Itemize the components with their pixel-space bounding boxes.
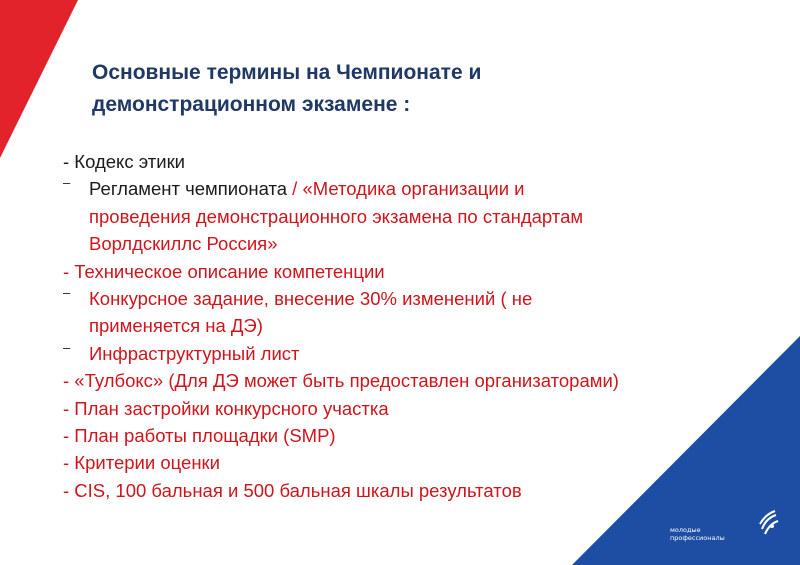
list-item-regulations [63, 175, 763, 257]
list-item-text: - Критерии оценки [63, 452, 220, 474]
list-line: Конкурсное задание, внесение 30% изменений ( не [89, 288, 533, 310]
terms-list [63, 148, 763, 504]
list-item-toolbox [63, 367, 763, 394]
list-item-competition-task [63, 285, 763, 340]
logo-text [670, 526, 760, 542]
list-line: Ворлдскиллс Россия» [89, 233, 278, 255]
list-item-code-of-ethics [63, 148, 763, 175]
list-item-infrastructure-list [63, 340, 763, 367]
list-item-text: - План застройки конкурсного участка [63, 397, 389, 419]
logo-line-2: профессионалы [670, 534, 725, 542]
slide-title-line-1: Основные термины на Чемпионате и [92, 61, 482, 84]
list-item-criteria [63, 449, 763, 476]
list-item-text: - Техническое описание компетенции [63, 260, 385, 282]
worldskills-logo [670, 505, 782, 545]
list-line: проведения демонстрационного экзамена по стандартам [89, 205, 584, 227]
list-line: применяется на ДЭ) [89, 315, 263, 337]
list-line [89, 175, 763, 202]
bullet-mark: – [63, 175, 71, 191]
list-item-technical-description [63, 258, 763, 285]
slide-title [92, 57, 712, 121]
list-item-site-plan [63, 395, 763, 422]
list-text-black: Регламент чемпионата [89, 178, 288, 200]
worldskills-mark-icon [758, 507, 780, 537]
list-item-text: - Кодекс этики [63, 151, 186, 172]
slide-title-line-2: демонстрационном экзамене : [92, 93, 411, 116]
list-line: Инфраструктурный лист [89, 342, 300, 364]
list-item-text: - План работы площадки (SMP) [63, 425, 336, 447]
list-text-red: / «Методика организации и [287, 178, 525, 200]
list-item-smp [63, 422, 763, 449]
list-item-text: - CIS, 100 бальная и 500 бальная шкалы результатов [63, 479, 522, 501]
list-item-cis [63, 477, 763, 504]
bullet-mark: – [63, 339, 71, 355]
list-item-text: - «Тулбокс» (Для ДЭ может быть предоставлен организаторами) [63, 370, 619, 392]
logo-line-1: молодые [670, 526, 701, 534]
red-corner-stripe [0, 0, 78, 158]
bullet-mark: – [63, 285, 71, 301]
